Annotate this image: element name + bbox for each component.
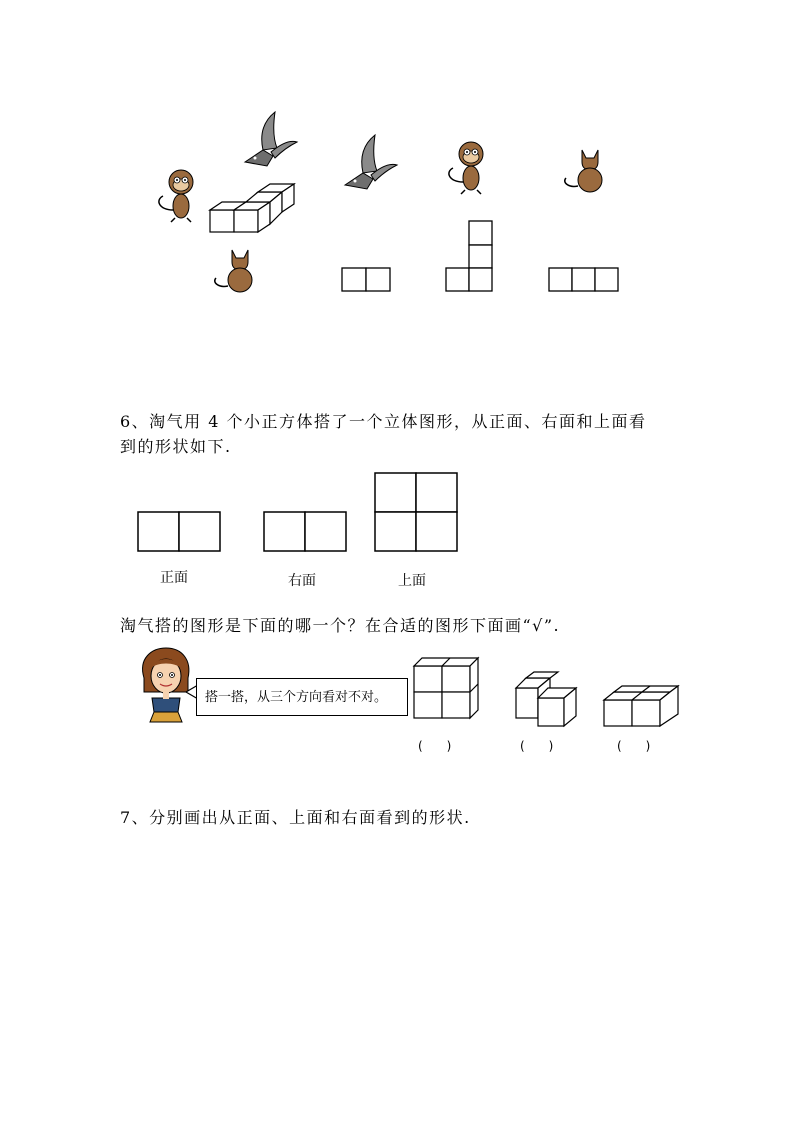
option-a-solid (414, 658, 478, 718)
top-view-diagram (375, 473, 457, 551)
3d-block-figure (210, 184, 294, 232)
option-c-solid (604, 686, 678, 726)
top-figure-area (140, 100, 660, 310)
option-b-solid (516, 672, 576, 726)
view-l-shape (446, 221, 492, 291)
view-two-squares (342, 268, 390, 291)
question7-text: 7、分别画出从正面、上面和右面看到的形状. (120, 808, 471, 827)
option-solids (410, 654, 680, 724)
views-svg (130, 468, 470, 558)
top-figure-svg (140, 100, 660, 310)
monkey-icon (159, 170, 193, 222)
right-view-label: 右面 (288, 573, 316, 589)
front-view-diagram (138, 512, 220, 551)
answer-blank-c[interactable]: ( ) (617, 739, 651, 753)
front-view-label: 正面 (160, 570, 188, 586)
cat-icon (565, 150, 602, 192)
answer-blank-a[interactable]: ( ) (418, 739, 452, 753)
question6-line1: 6、淘气用 4 个小正方体搭了一个立体图形，从正面、右面和上面看 (120, 412, 647, 431)
question6-instruction: 淘气搭的图形是下面的哪一个？在合适的图形下面画“√”. (120, 616, 561, 635)
speech-bubble: 搭一搭，从三个方向看对不对。 (196, 678, 408, 716)
swallow-icon (345, 135, 397, 189)
top-view-label: 上面 (398, 573, 426, 589)
cat-icon (215, 250, 252, 292)
right-view-diagram (264, 512, 346, 551)
question6-views (130, 468, 470, 558)
question6-line2: 到的形状如下. (120, 437, 232, 456)
swallow-icon (245, 112, 297, 166)
options-svg (410, 654, 680, 724)
answer-blank-b[interactable]: ( ) (520, 739, 554, 753)
view-three-squares (549, 268, 618, 291)
monkey-icon (449, 142, 483, 194)
